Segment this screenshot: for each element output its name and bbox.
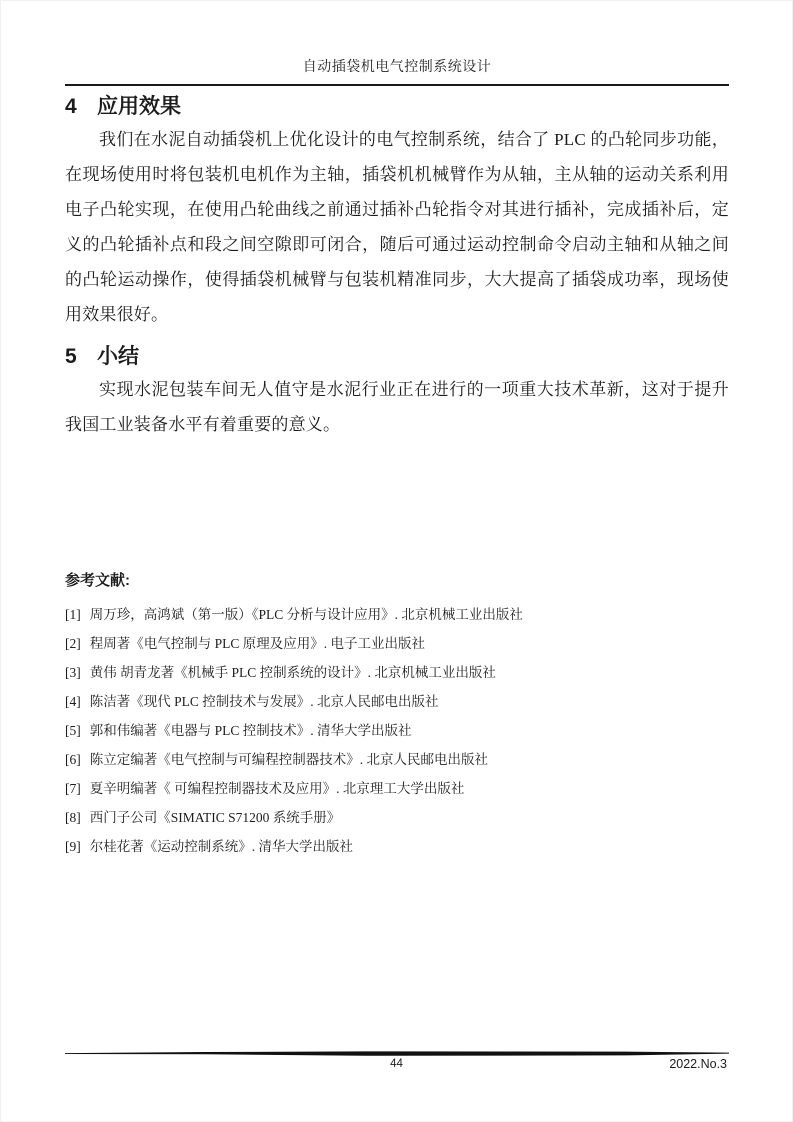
- page-content-column: [65, 0, 729, 861]
- reference-label: [5]: [65, 723, 81, 738]
- header-rule: [65, 84, 729, 86]
- reference-text: 西门子公司《SIMATIC S71200 系统手册》: [89, 810, 341, 825]
- section-4-paragraph: 我们在水泥自动插袋机上优化设计的电气控制系统，结合了 PLC 的凸轮同步功能，在现场使用时将包装机电机作为主轴，插袋机机械臂作为从轴，主从轴的运动关系利用电子凸轮实现，在使用凸轮曲线之前通过插补凸轮指令对其进行插补，完成插补后，定义的凸轮插补点和段之间空隙即可闭合，随后可通过运动控制命令启动主轴和从轴之间的凸轮运动操作，使得插袋机械臂与包装机精准同步，大大提高了插袋成功率，现场使用效果很好。: [65, 130, 729, 324]
- reference-label: [9]: [65, 839, 81, 854]
- reference-text: 郭和伟编著《电器与 PLC 控制技术》. 清华大学出版社: [89, 723, 412, 738]
- reference-label: [2]: [65, 636, 81, 651]
- references-heading: 参考文献:: [65, 572, 130, 589]
- reference-text: 夏辛明编著《 可编程控制器技术及应用》. 北京理工大学出版社: [89, 781, 465, 796]
- reference-label: [7]: [65, 781, 81, 796]
- reference-text: 程周著《电气控制与 PLC 原理及应用》. 电子工业出版社: [89, 636, 426, 651]
- section-number: 4: [65, 95, 77, 118]
- section-number: 5: [65, 345, 77, 368]
- reference-text: 陈立定编著《电气控制与可编程控制器技术》. 北京人民邮电出版社: [89, 752, 488, 767]
- reference-item: [65, 745, 729, 774]
- reference-text: 周万珍，高鸿斌（第一版）《PLC 分析与设计应用》. 北京机械工业出版社: [89, 607, 523, 622]
- section-title: 应用效果: [97, 95, 181, 118]
- reference-text: 黄伟 胡青龙著《机械手 PLC 控制系统的设计》. 北京机械工业出版社: [89, 665, 496, 680]
- journal-issue: 2022.No.3: [669, 1057, 727, 1071]
- reference-label: [4]: [65, 694, 81, 709]
- reference-item: [65, 716, 729, 745]
- reference-item: [65, 600, 729, 629]
- reference-label: [3]: [65, 665, 81, 680]
- reference-item: [65, 658, 729, 687]
- section-5-paragraph: 实现水泥包装车间无人值守是水泥行业正在进行的一项重大技术革新，这对于提升我国工业装备水平有着重要的意义。: [65, 380, 729, 434]
- reference-item: [65, 774, 729, 803]
- section-heading-4: [65, 94, 729, 120]
- reference-label: [1]: [65, 607, 81, 622]
- reference-item: [65, 629, 729, 658]
- reference-label: [8]: [65, 810, 81, 825]
- reference-text: 尔桂花著《运动控制系统》. 清华大学出版社: [89, 839, 353, 854]
- references-section: [65, 570, 729, 861]
- footer-rule: [65, 1051, 729, 1057]
- reference-text: 陈洁著《现代 PLC 控制技术与发展》. 北京人民邮电出版社: [89, 694, 439, 709]
- running-head-title: 自动插袋机电气控制系统设计: [302, 60, 492, 75]
- reference-item: [65, 832, 729, 861]
- reference-item: [65, 803, 729, 832]
- reference-item: [65, 687, 729, 716]
- page-number: 44: [390, 1058, 403, 1070]
- section-heading-5: [65, 344, 729, 370]
- references-list: [65, 600, 729, 861]
- section-title: 小结: [97, 345, 139, 368]
- reference-label: [6]: [65, 752, 81, 767]
